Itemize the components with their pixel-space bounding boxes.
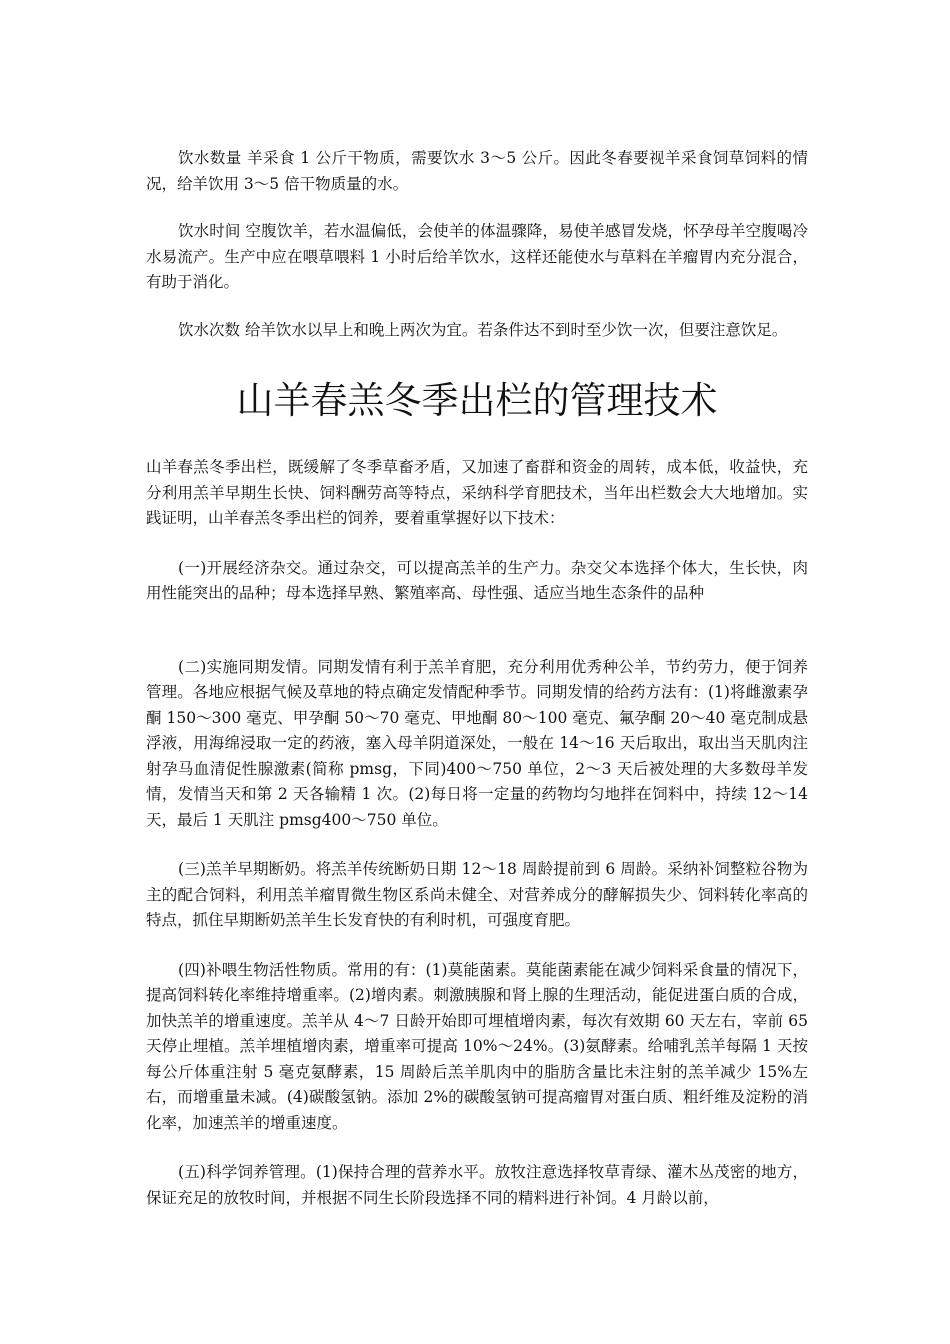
paragraph-water-time: 饮水时间 空腹饮羊，若水温偏低，会使羊的体温骤降，易使羊感冒发烧，怀孕母羊空腹喝冷水易流产。生产中应在喂草喂料 1 小时后给羊饮水，这样还能使水与草料在羊瘤胃内充分混合，有助于消化。 xyxy=(146,222,808,291)
section-paragraph-2: (二)实施同期发情。同期发情有利于羔羊育肥，充分利用优秀种公羊，节约劳力，便于饲养管理。各地应根据气候及草地的特点确定发情配种季节。同期发情的给药方法有：(1)将雌激素孕酮 150～300 毫克、甲孕酮 50～70 毫克、甲地酮 80～100 毫克、氟孕酮 20～40 毫克制成悬浮液，用海绵浸取一定的药液，塞入母羊阴道深处，一般在 14～16 天后取出，取出当天肌肉注射孕马血清促性腺激素(简称 pmsg，下同)400～750 单位，2～3 天后被处理的大多数母羊发情，发情当天和第 2 天各输精 1 次。(2)每日将一定量的药物均匀地拌在饲料中，持续 12～14 天，最后 1 天肌注 pmsg400～750 单位。 xyxy=(146,657,808,829)
lead-paragraph: 山羊春羔冬季出栏，既缓解了冬季草畜矛盾，又加速了畜群和资金的周转，成本低，收益快，充分利用羔羊早期生长快、饲料酬劳高等特点，采纳科学育肥技术，当年出栏数会大大地增加。实践证明，山羊春羔冬季出栏的饲养，要着重掌握好以下技术： xyxy=(146,458,808,527)
section-paragraph-3: (三)羔羊早期断奶。将羔羊传统断奶日期 12～18 周龄提前到 6 周龄。采纳补饲整粒谷物为主的配合饲料，利用羔羊瘤胃微生物区系尚未健全、对营养成分的酵解损失少、饲料转化率高的特点，抓住早期断奶羔羊生长发育快的有利时机，可强度育肥。 xyxy=(146,860,808,929)
section-paragraph-5: (五)科学饲养管理。(1)保持合理的营养水平。放牧注意选择牧草青绿、灌木丛茂密的地方，保证充足的放牧时间，并根据不同生长阶段选择不同的精料进行补饲。4 月龄以前， xyxy=(146,1163,808,1207)
document-title: 山羊春羔冬季出栏的管理技术 xyxy=(236,379,718,422)
document-body xyxy=(146,146,808,1211)
section-paragraph-4: (四)补喂生物活性物质。常用的有：(1)莫能菌素。莫能菌素能在减少饲料采食量的情况下，提高饲料转化率维持增重率。(2)增肉素。刺激胰腺和肾上腺的生理活动，能促进蛋白质的合成，加快羔羊的增重速度。羔羊从 4～7 日龄开始即可埋植增肉素，每次有效期 60 天左右，宰前 65 天停止埋植。羔羊埋植增肉素，增重率可提高 10%～24%。(3)氨酵素。给哺乳羔羊每隔 1 天按每公斤体重注射 5 毫克氨酵素，15 周龄后羔羊肌肉中的脂肪含量比未注射的羔羊减少 15%左右，而增重量未减。(4)碳酸氢钠。添加 2%的碳酸氢钠可提高瘤胃对蛋白质、粗纤维及淀粉的消化率，加速羔羊的增重速度。 xyxy=(146,960,808,1132)
paragraph-water-amount: 饮水数量 羊采食 1 公斤干物质，需要饮水 3～5 公斤。因此冬春要视羊采食饲草饲料的情况，给羊饮用 3～5 倍干物质量的水。 xyxy=(146,149,808,193)
paragraph-water-frequency: 饮水次数 给羊饮水以早上和晚上两次为宜。若条件达不到时至少饮一次，但要注意饮足。 xyxy=(178,320,788,339)
section-paragraph-1: (一)开展经济杂交。通过杂交，可以提高羔羊的生产力。杂交父本选择个体大，生长快，肉用性能突出的品种；母本选择早熟、繁殖率高、母性强、适应当地生态条件的品种 xyxy=(146,558,808,602)
